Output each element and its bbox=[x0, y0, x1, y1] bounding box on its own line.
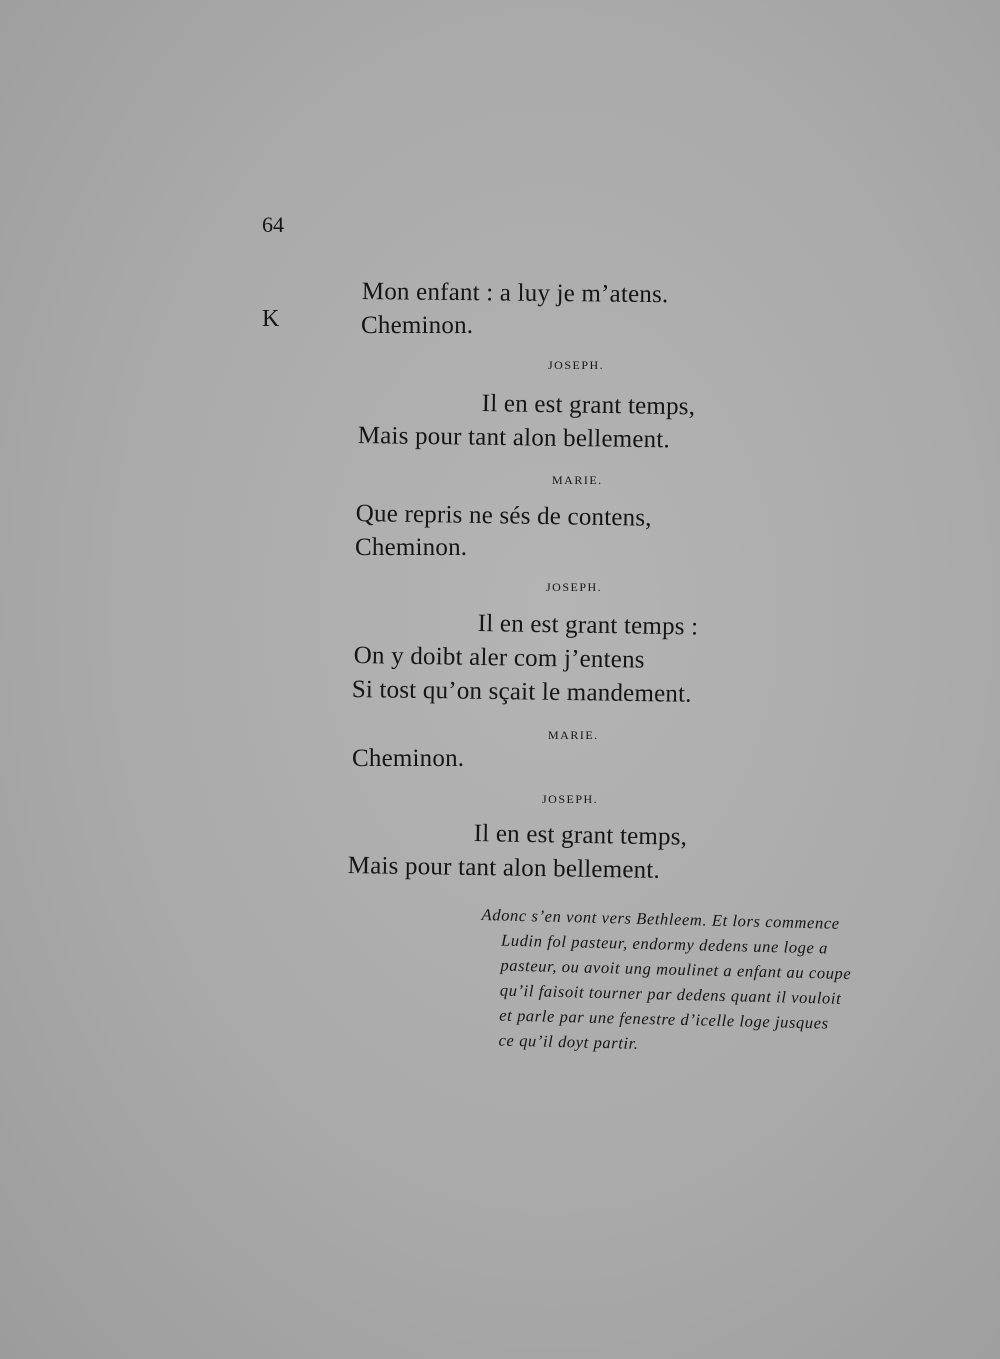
speaker-name: MARIE. bbox=[548, 728, 599, 742]
verse-line: Mais pour tant alon bellement. bbox=[357, 422, 671, 454]
verse-line: Que repris ne sés de contens, bbox=[355, 500, 652, 532]
stage-direction-line: ce qu’il doyt partir. bbox=[498, 1030, 639, 1053]
verse-line: Cheminon. bbox=[355, 534, 468, 561]
verse-line: Cheminon. bbox=[361, 312, 474, 339]
verse-line: Mon enfant : a luy je m’atens. bbox=[361, 278, 669, 309]
speaker-name: MARIE. bbox=[552, 473, 603, 487]
margin-mark: K bbox=[262, 306, 280, 332]
stage-direction-line: Adonc s’en vont vers Bethleem. Et lors commence bbox=[481, 905, 840, 933]
speaker-name: JOSEPH. bbox=[542, 792, 599, 806]
verse-line: Si tost qu’on sçait le mandement. bbox=[351, 676, 692, 708]
verse-line: Mais pour tant alon bellement. bbox=[347, 852, 661, 884]
stage-direction-line: et parle par une fenestre d’icelle loge jusques bbox=[499, 1005, 829, 1033]
stage-direction-line: Ludin fol pasteur, endormy dedens une loge a bbox=[500, 930, 829, 958]
stage-direction bbox=[476, 902, 910, 1062]
speaker-name: JOSEPH. bbox=[546, 580, 603, 594]
verse-line: Cheminon. bbox=[352, 745, 465, 772]
verse-line: Il en est grant temps : bbox=[477, 610, 699, 641]
verse-line: On y doibt aler com j’entens bbox=[353, 642, 645, 674]
page-number: 64 bbox=[262, 212, 284, 237]
verse-line: Il en est grant temps, bbox=[473, 820, 688, 851]
speaker-name: JOSEPH. bbox=[548, 358, 605, 372]
stage-direction-line: pasteur, ou avoit ung moulinet a enfant au coupe bbox=[500, 955, 852, 984]
verse-line: Il en est grant temps, bbox=[481, 390, 696, 421]
stage-direction-line: qu’il faisoit tourner par dedens quant il vouloit bbox=[499, 980, 842, 1008]
